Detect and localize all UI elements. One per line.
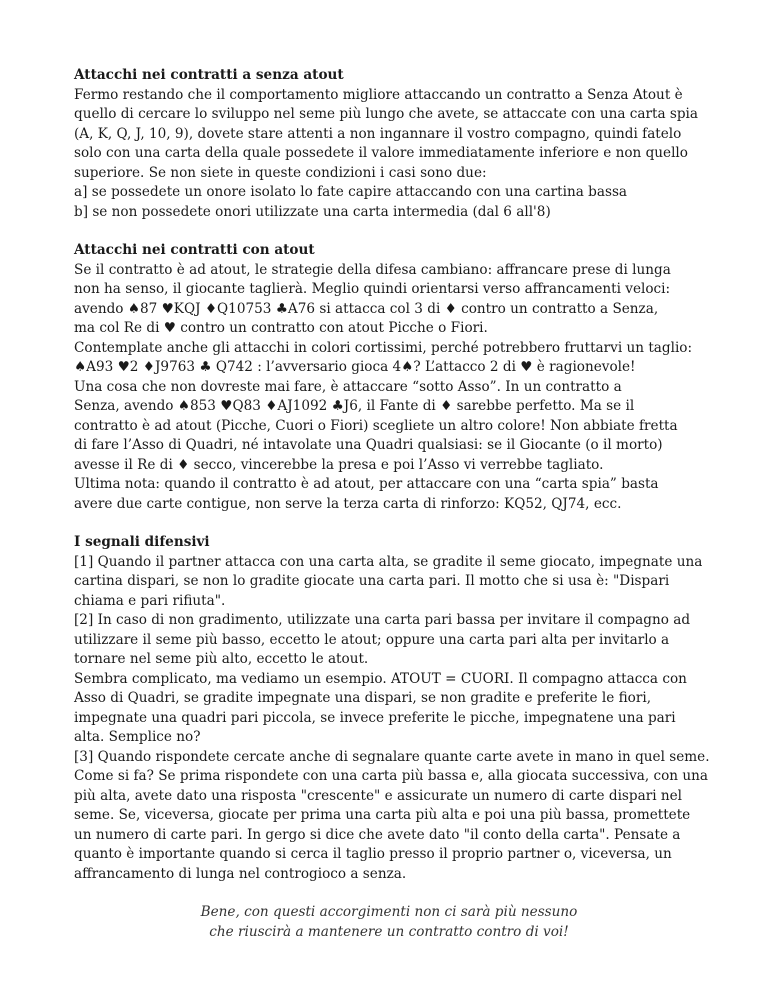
paragraph-line: seme. Se, viceversa, giocate per prima una carta più alta e poi una più bassa, promettete — [74, 807, 691, 823]
paragraph-line: chiama e pari rifiuta". — [74, 592, 226, 609]
paragraph-line: avere due carte contigue, non serve la terza carta di rinforzo: KQ52, QJ74, ecc. — [74, 495, 622, 512]
paragraph-line: Una cosa che non dovreste mai fare, è attaccare “sotto Asso”. In un contratto a — [74, 378, 622, 395]
paragraph-line: cartina dispari, se non lo gradite giocate una carta pari. Il motto che si usa è: "Dispari — [74, 573, 670, 589]
paragraph-line: Fermo restando che il comportamento migliore attaccando un contratto a Senza Atout è — [74, 86, 683, 103]
paragraph-line: [2] In caso di non gradimento, utilizzate una carta pari bassa per invitare il compagno ad — [74, 612, 691, 628]
paragraph-line: avendo ♠87 ♥KQJ ♦Q10753 ♣A76 si attacca col 3 di ♦ contro un contratto a Senza, — [74, 300, 659, 317]
paragraph-line: un numero di carte pari. In gergo si dice che avete dato "il conto della carta". Pensate a — [74, 826, 681, 843]
section-title: Attacchi nei contratti con atout — [74, 242, 315, 258]
paragraph-line: quello di cercare lo sviluppo nel seme più lungo che avete, se attaccate con una carta spia — [74, 106, 699, 122]
paragraph-line: di fare l’Asso di Quadri, né intavolate una Quadri qualsiasi: se il Giocante (o il morto) — [74, 437, 663, 453]
paragraph-line: Contemplate anche gli attacchi in colori cortissimi, perché potrebbero fruttarvi un taglio: — [74, 339, 693, 356]
document-page — [74, 66, 710, 942]
paragraph-line: ♠A93 ♥2 ♦J9763 ♣ Q742 : l’avversario gioca 4♠? L’attacco 2 di ♥ è ragionevole! — [74, 359, 636, 375]
paragraph-line: Ultima nota: quando il contratto è ad atout, per attaccare con una “carta spia” basta — [74, 476, 659, 492]
paragraph-line: contratto è ad atout (Picche, Cuori o Fiori) scegliete un altro colore! Non abbiate fretta — [74, 417, 678, 434]
section-title: I segnali difensivi — [74, 534, 210, 550]
paragraph-line: Senza, avendo ♠853 ♥Q83 ♦AJ1092 ♣J6, il Fante di ♦ sarebbe perfetto. Ma se il — [74, 398, 635, 414]
closing-line: Bene, con questi accorgimenti non ci sarà più nessuno — [200, 904, 578, 920]
paragraph-line: superiore. Se non siete in queste condizioni i casi sono due: — [74, 164, 487, 181]
paragraph-line: ma col Re di ♥ contro un contratto con atout Picche o Fiori. — [74, 320, 488, 336]
paragraph-line: avesse il Re di ♦ secco, vincerebbe la presa e poi l’Asso vi verrebbe tagliato. — [74, 456, 604, 473]
paragraph-line: [3] Quando rispondete cercate anche di segnalare quante carte avete in mano in quel seme. — [74, 748, 710, 765]
section-con-atout — [74, 241, 704, 514]
section-segnali-difensivi — [74, 533, 710, 884]
paragraph-line: Asso di Quadri, se gradite impegnate una dispari, se non gradite e preferite le fiori, — [74, 690, 652, 706]
section-title: Attacchi nei contratti a senza atout — [74, 67, 344, 83]
paragraph-line: [1] Quando il partner attacca con una carta alta, se gradite il seme giocato, impegnate una — [74, 553, 703, 570]
paragraph-line: (A, K, Q, J, 10, 9), dovete stare attenti a non ingannare il vostro compagno, quindi fatelo — [74, 125, 682, 142]
paragraph-line: non ha senso, il giocante taglierà. Meglio quindi orientarsi verso affrancamenti veloci: — [74, 281, 671, 297]
paragraph-line: alta. Semplice no? — [74, 729, 201, 745]
paragraph-line: utilizzare il seme più basso, eccetto le atout; oppure una carta pari alta per invitarlo a — [74, 631, 670, 648]
paragraph-line: tornare nel seme più alto, eccetto le atout. — [74, 651, 369, 667]
closing-line: che riuscirà a mantenere un contratto contro di voi! — [209, 923, 569, 940]
paragraph-line: Sembra complicato, ma vediamo un esempio. ATOUT = CUORI. Il compagno attacca con — [74, 670, 687, 687]
paragraph-line: Come si fa? Se prima rispondete con una carta più bassa e, alla giocata successiva, con una — [74, 768, 709, 784]
paragraph-line: impegnate una quadri pari piccola, se invece preferite le picche, impegnatene una pari — [74, 709, 676, 726]
paragraph-line: b] se non possedete onori utilizzate una carta intermedia (dal 6 all'8) — [74, 203, 551, 220]
paragraph-line: solo con una carta della quale possedete il valore immediatamente inferiore e non quello — [74, 145, 688, 161]
paragraph-line: più alta, avete dato una risposta "crescente" e assicurate un numero di carte dispari nel — [74, 787, 683, 804]
paragraph-line: a] se possedete un onore isolato lo fate capire attaccando con una cartina bassa — [74, 184, 628, 200]
paragraph-line: quanto è importante quando si cerca il taglio presso il proprio partner o, viceversa, un — [74, 846, 672, 862]
closing-quote — [74, 903, 704, 942]
paragraph-line: Se il contratto è ad atout, le strategie della difesa cambiano: affrancare prese di lunga — [74, 261, 671, 278]
paragraph-line: affrancamento di lunga nel controgioco a senza. — [74, 865, 407, 882]
section-senza-atout — [74, 66, 704, 222]
